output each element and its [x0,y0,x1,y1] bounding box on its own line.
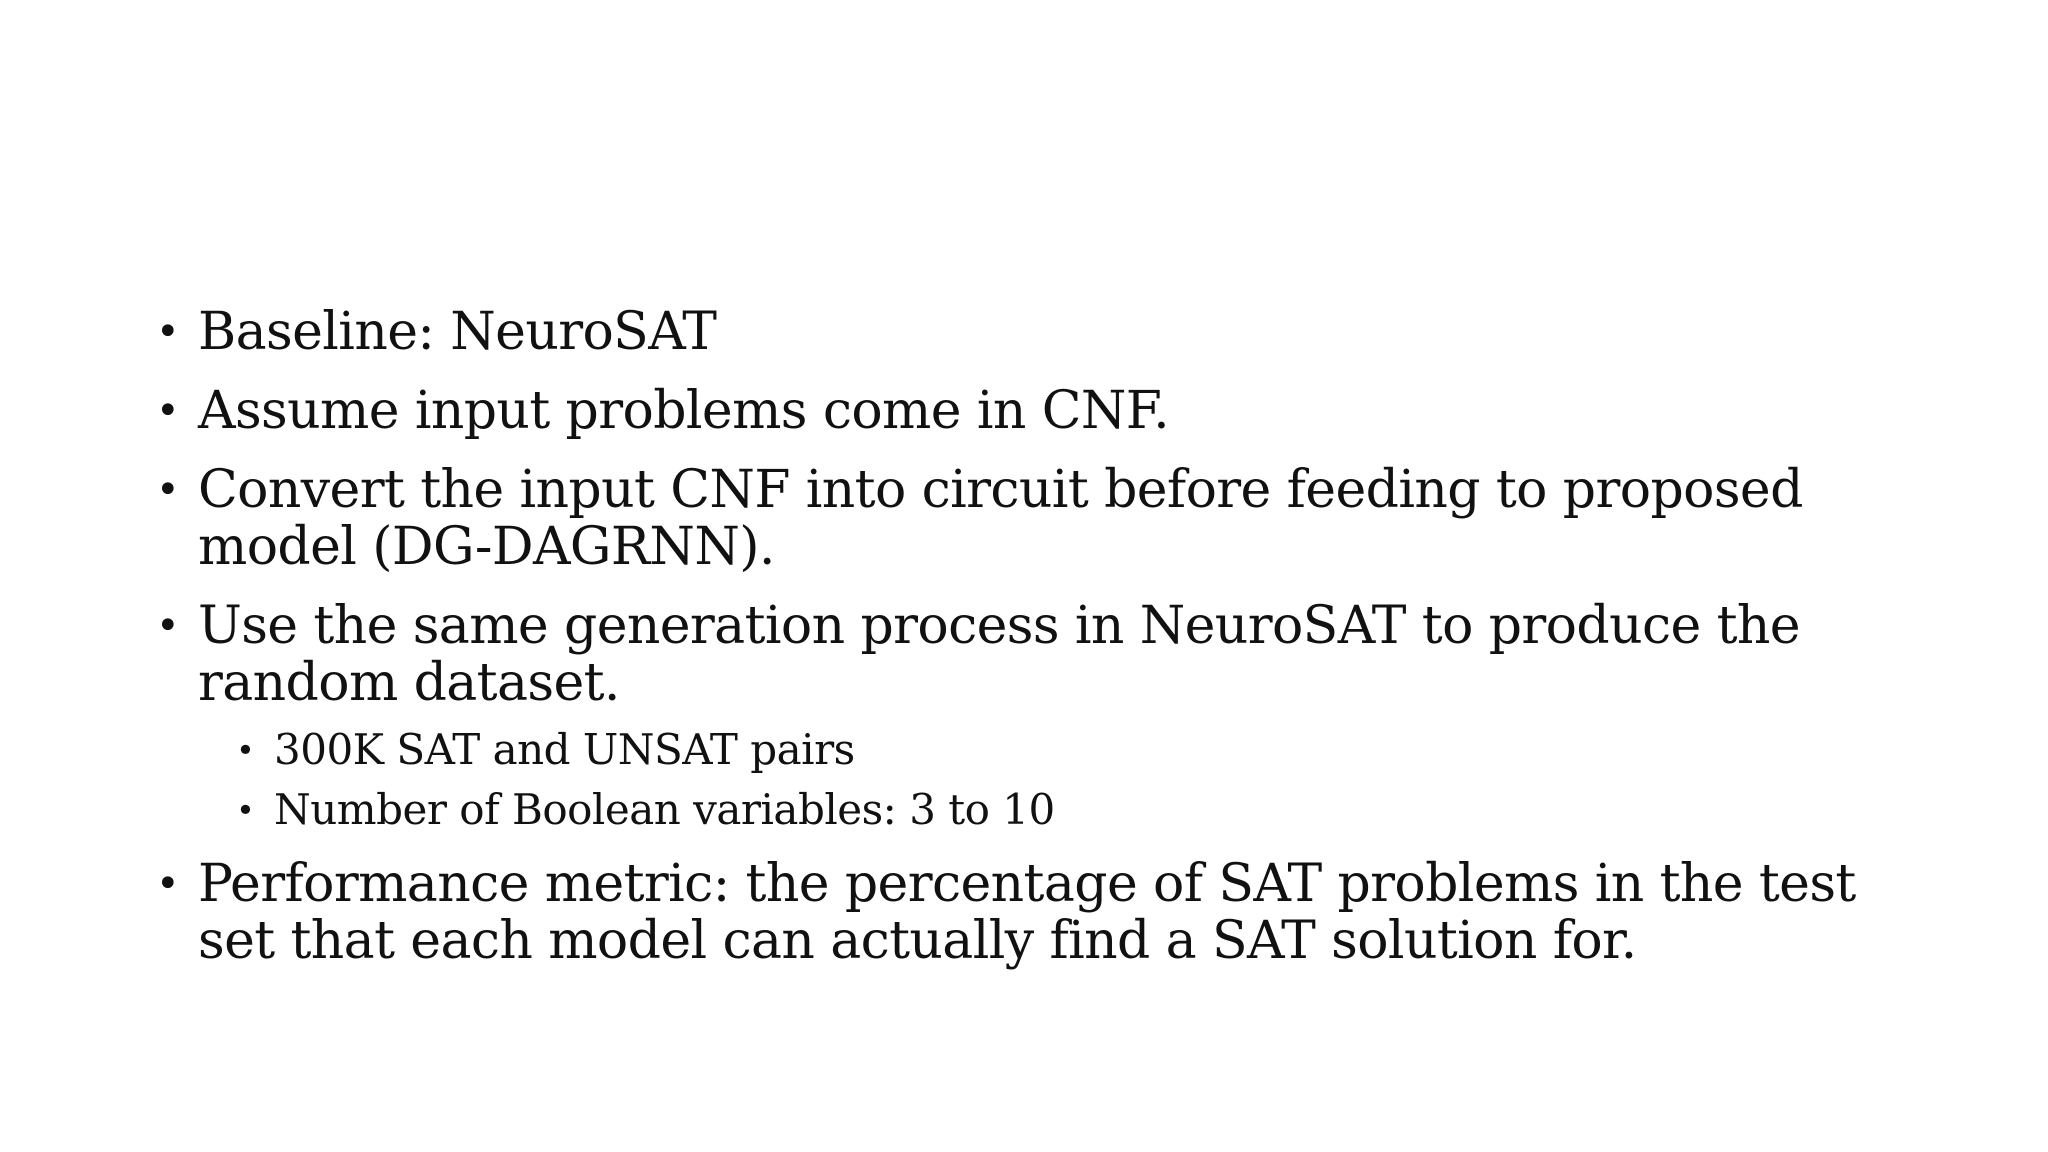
bullet-list [150,304,1910,992]
bullet-dot: • [156,603,179,649]
bullet-dot: • [156,388,179,434]
bullet-item [150,598,1910,834]
bullet-text: Baseline: NeuroSAT [198,302,717,362]
sub-bullet-item [236,786,1910,834]
sub-bullet-list [198,726,1910,834]
bullet-item [150,383,1910,440]
bullet-dot: • [156,467,179,513]
bullet-item [150,856,1910,970]
sub-bullet-dot: • [236,791,255,829]
bullet-text: Assume input problems come in CNF. [198,381,1170,441]
bullet-text: Performance metric: the percentage of SAT problems in the test set that each model can actually find a SAT solution for. [198,854,1856,971]
bullet-text: Use the same generation process in NeuroSAT to produce the random dataset. [198,596,1800,713]
bullet-dot: • [156,309,179,355]
sub-bullet-item [236,726,1910,774]
bullet-item [150,304,1910,361]
sub-bullet-text: 300K SAT and UNSAT pairs [274,725,855,774]
bullet-dot: • [156,861,179,907]
bullet-item [150,462,1910,576]
bullet-text: Convert the input CNF into circuit before feeding to proposed model (DG-DAGRNN). [198,460,1803,577]
sub-bullet-dot: • [236,731,255,769]
sub-bullet-text: Number of Boolean variables: 3 to 10 [274,785,1055,834]
